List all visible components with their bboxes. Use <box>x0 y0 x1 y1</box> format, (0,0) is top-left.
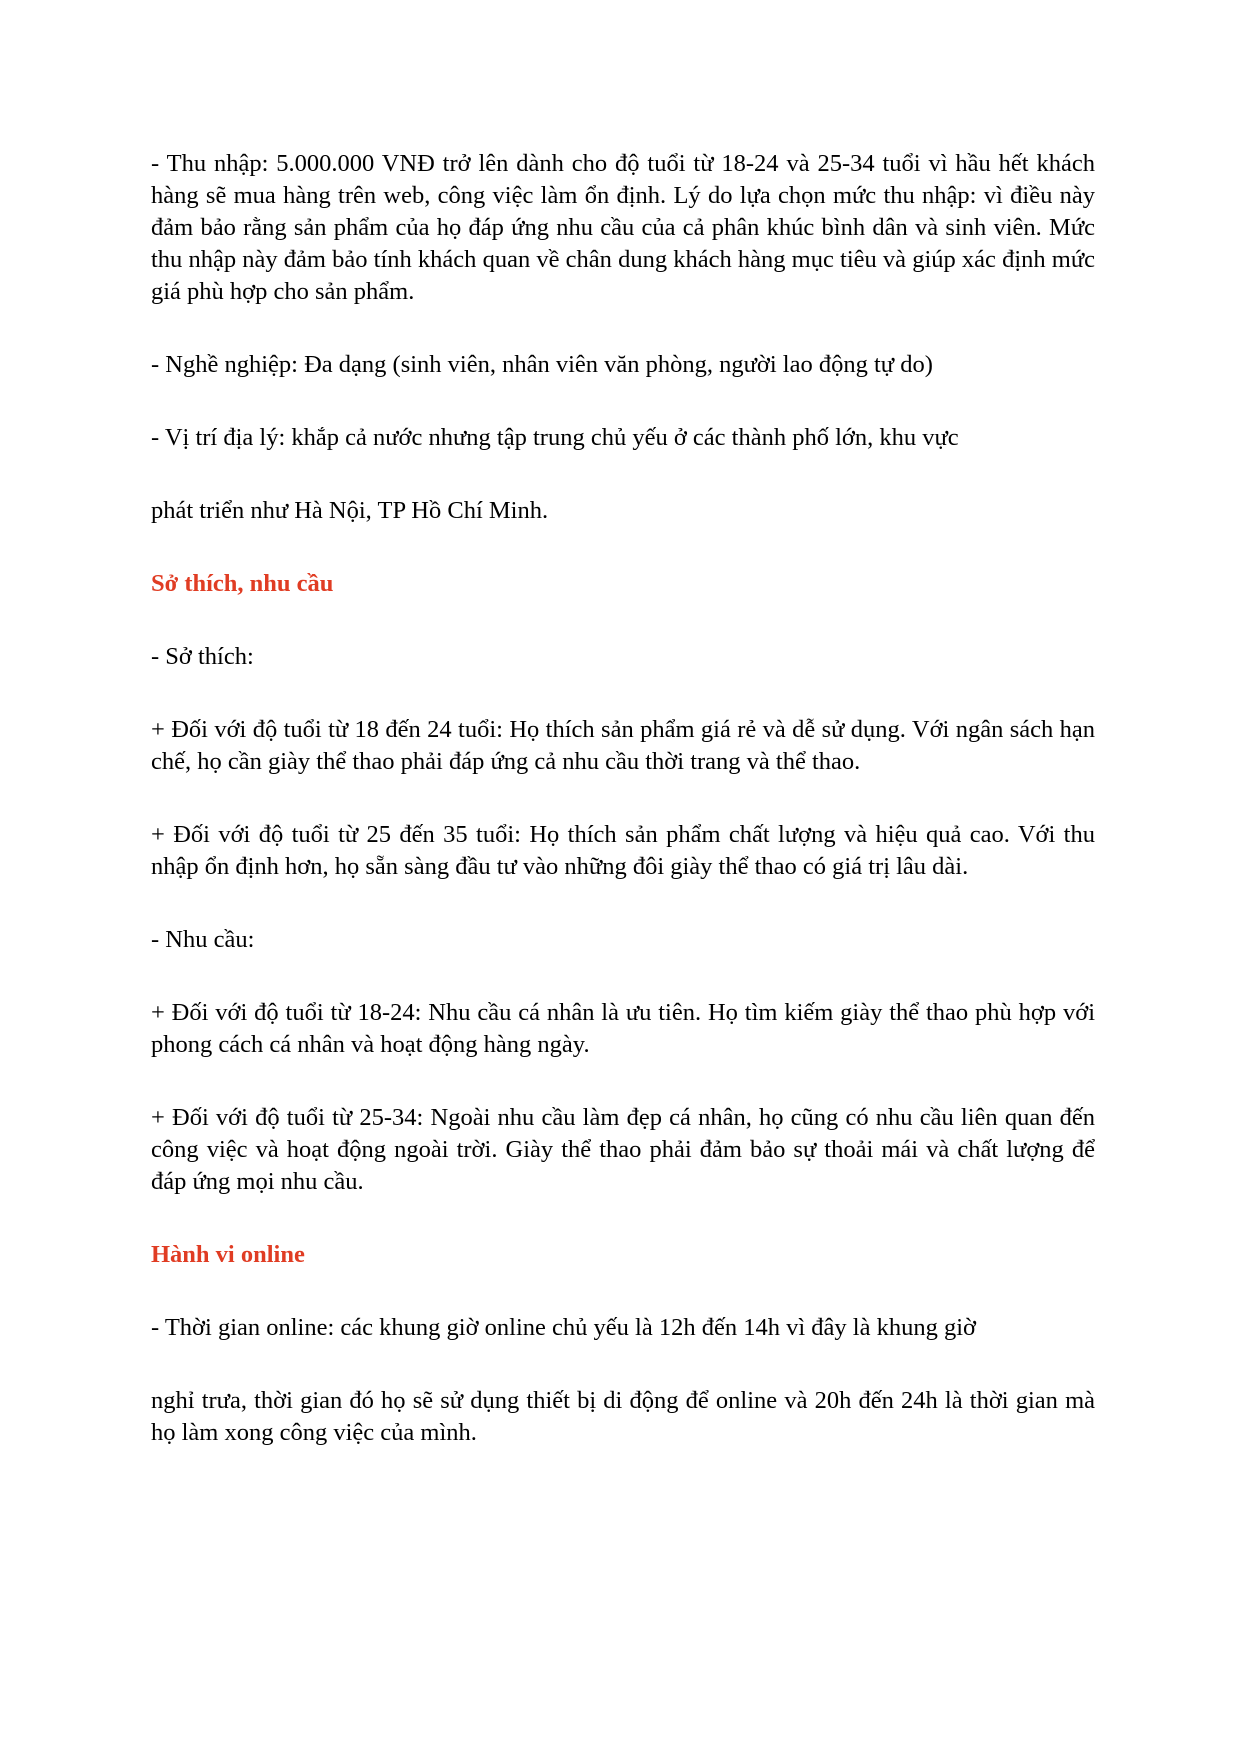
section-heading-interests-needs: Sở thích, nhu cầu <box>151 570 334 597</box>
paragraph-occupation: - Nghề nghiệp: Đa dạng (sinh viên, nhân viên văn phòng, người lao động tự do) <box>151 351 933 378</box>
paragraph-interests-25-35: + Đối với độ tuổi từ 25 đến 35 tuổi: Họ thích sản phẩm chất lượng và hiệu quả cao. Với thu nhập ổn định hơn, họ sẵn sàng đầu tư vào những đôi giày thể thao có giá trị lâu dài. <box>151 821 1095 880</box>
paragraph-location: - Vị trí địa lý: khắp cả nước nhưng tập trung chủ yếu ở các thành phố lớn, khu vực <box>151 424 959 451</box>
paragraph-needs-18-24: + Đối với độ tuổi từ 18-24: Nhu cầu cá nhân là ưu tiên. Họ tìm kiếm giày thể thao phù hợp với phong cách cá nhân và hoạt động hàng ngày. <box>151 999 1095 1058</box>
paragraph-online-time: - Thời gian online: các khung giờ online chủ yếu là 12h đến 14h vì đây là khung giờ <box>151 1314 976 1341</box>
section-heading-online-behavior: Hành vi online <box>151 1241 305 1268</box>
paragraph-online-time-continued: nghỉ trưa, thời gian đó họ sẽ sử dụng thiết bị di động để online và 20h đến 24h là thời gian mà họ làm xong công việc của mình. <box>151 1387 1095 1446</box>
paragraph-needs-label: - Nhu cầu: <box>151 926 255 953</box>
paragraph-needs-25-34: + Đối với độ tuổi từ 25-34: Ngoài nhu cầu làm đẹp cá nhân, họ cũng có nhu cầu liên quan đến công việc và hoạt động ngoài trời. Giày thể thao phải đảm bảo sự thoải mái và chất lượng để đáp ứng mọi nhu cầu. <box>151 1104 1095 1195</box>
paragraph-interests-label: - Sở thích: <box>151 643 254 670</box>
paragraph-interests-18-24: + Đối với độ tuổi từ 18 đến 24 tuổi: Họ thích sản phẩm giá rẻ và dễ sử dụng. Với ngân sách hạn chế, họ cần giày thể thao phải đáp ứng cả nhu cầu thời trang và thể thao. <box>151 716 1095 775</box>
document-body <box>151 148 1095 1449</box>
paragraph-income: - Thu nhập: 5.000.000 VNĐ trở lên dành cho độ tuổi từ 18-24 và 25-34 tuổi vì hầu hết khách hàng sẽ mua hàng trên web, công việc làm ổn định. Lý do lựa chọn mức thu nhập: vì điều này đảm bảo rằng sản phẩm của họ đáp ứng nhu cầu của cả phân khúc bình dân và sinh viên. Mức thu nhập này đảm bảo tính khách quan về chân dung khách hàng mục tiêu và giúp xác định mức giá phù hợp cho sản phẩm. <box>151 150 1095 305</box>
paragraph-location-continued: phát triển như Hà Nội, TP Hồ Chí Minh. <box>151 497 549 524</box>
